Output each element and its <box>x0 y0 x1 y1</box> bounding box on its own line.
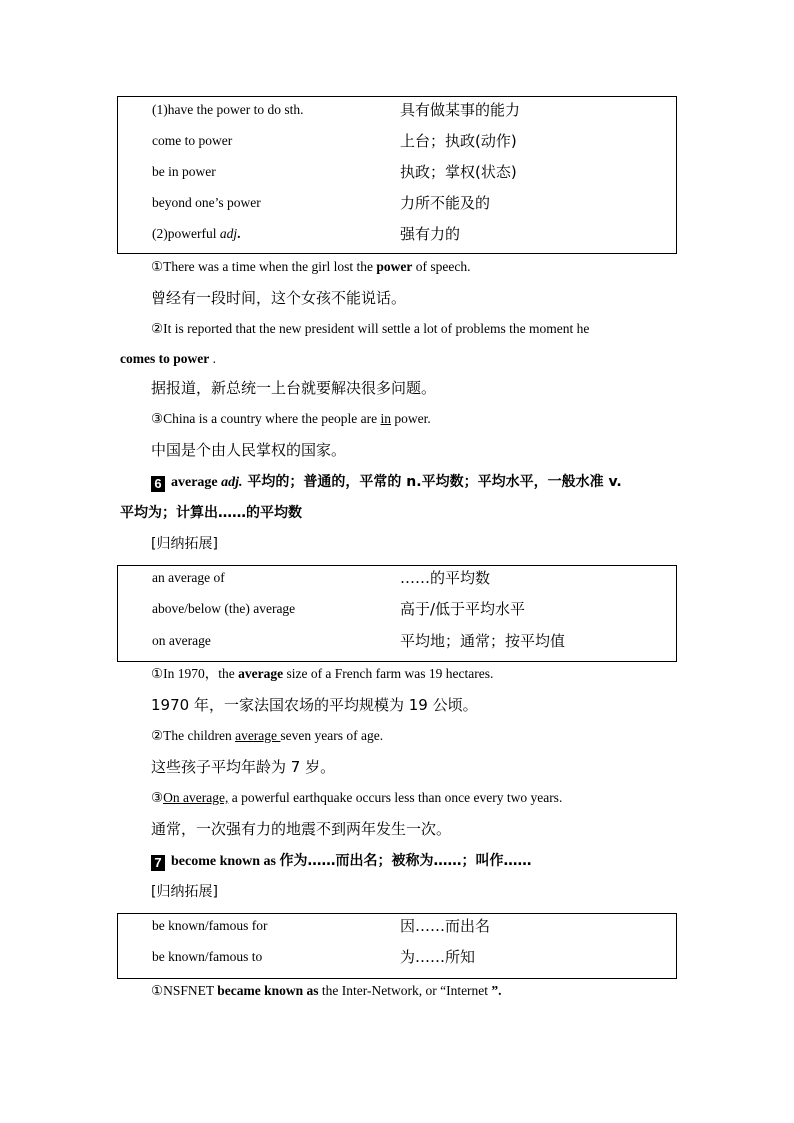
example-text: the Inter-Network, or “Internet <box>318 983 492 998</box>
example-translation: 通常，一次强有力的地震不到两年发生一次。 <box>151 820 452 838</box>
example-translation: 1970 年，一家法国农场的平均规模为 19 公顷。 <box>151 696 478 714</box>
phrase-en-post: . <box>237 226 241 241</box>
section-heading-become-known <box>151 850 532 873</box>
phrase-zh: 执政；掌权(状态) <box>400 163 517 181</box>
underlined-keyword: average <box>235 728 281 743</box>
phrase-en: beyond one’s power <box>152 195 261 210</box>
phrase-zh: 具有做某事的能力 <box>400 101 521 119</box>
phrase-zh: 高于/低于平均水平 <box>400 600 526 618</box>
phrase-en: (1)have the power to do sth. <box>152 102 304 117</box>
expansion-tag: [归纳拓展] <box>151 884 218 900</box>
table-row <box>152 223 676 254</box>
keyword: power <box>376 259 413 274</box>
example-text: ③China is a country where the people are <box>151 411 381 426</box>
headword: average <box>171 475 222 490</box>
phrase-en: above/below (the) average <box>152 601 296 616</box>
table-row <box>152 598 676 629</box>
phrase-zh: ……的平均数 <box>400 569 491 587</box>
average-phrases-table <box>117 565 677 662</box>
example-translation: 曾经有一段时间，这个女孩不能说话。 <box>151 289 407 307</box>
definition: 平均的；普通的，平常的 n.平均数；平均水平，一般水准 v. <box>242 474 622 490</box>
table-row <box>152 630 676 661</box>
phrase-zh: 强有力的 <box>400 225 461 243</box>
example-sentence <box>151 256 471 278</box>
example-text: ①There was a time when the girl lost the <box>151 259 377 274</box>
example-sentence: ②It is reported that the new president will settle a lot of problems the moment he <box>151 321 590 336</box>
example-text: ①NSFNET <box>151 983 218 998</box>
phrase-zh: 为……所知 <box>400 948 476 966</box>
table-row <box>152 130 676 161</box>
example-text: a powerful earthquake occurs less than once every two years. <box>228 790 563 805</box>
headword: become known as <box>171 854 280 869</box>
table-row <box>152 946 676 977</box>
table-row <box>152 99 676 130</box>
phrase-zh: 上台；执政(动作) <box>400 132 517 150</box>
table-row <box>152 915 676 946</box>
phrase-zh: 平均地；通常；按平均值 <box>400 632 566 650</box>
section-number-badge: 7 <box>151 855 165 871</box>
example-translation: 据报道，新总统一上台就要解决很多问题。 <box>151 379 437 397</box>
definition: 作为……而出名；被称为……；叫作…… <box>279 853 532 869</box>
table-row <box>152 567 676 598</box>
phrase-en-pre: (2)powerful <box>152 226 220 241</box>
example-sentence <box>151 980 502 1002</box>
phrase-en: on average <box>152 633 211 648</box>
phrase-zh: 因……而出名 <box>400 917 491 935</box>
definition: 平均为；计算出……的平均数 <box>120 505 302 521</box>
example-text: of speech. <box>412 259 471 274</box>
section-heading-average <box>151 471 622 494</box>
example-translation: 这些孩子平均年龄为 7 岁。 <box>151 758 336 776</box>
phrase-en <box>152 223 241 245</box>
example-number: ③ <box>151 790 164 805</box>
table-row <box>152 192 676 223</box>
keyword: comes to power <box>120 351 210 366</box>
example-sentence <box>151 725 383 747</box>
example-text: . <box>209 351 216 366</box>
example-text: ②The children <box>151 728 236 743</box>
example-text: ①In 1970，the <box>151 666 239 681</box>
phrase-en: be in power <box>152 164 216 179</box>
phrase-en: come to power <box>152 133 233 148</box>
example-sentence-continued <box>120 348 216 370</box>
example-sentence <box>151 787 562 809</box>
underlined-keyword: On average, <box>163 790 229 805</box>
phrase-en-italic: adj <box>219 226 238 241</box>
phrase-zh: 力所不能及的 <box>400 194 491 212</box>
known-phrases-table <box>117 913 677 979</box>
phrase-en: be known/famous to <box>152 949 263 964</box>
part-of-speech: adj. <box>221 475 243 490</box>
section-number-badge: 6 <box>151 476 165 492</box>
section-heading-continued <box>120 502 302 525</box>
example-text: seven years of age. <box>280 728 384 743</box>
example-sentence <box>151 663 493 685</box>
example-sentence <box>151 408 431 430</box>
example-text: ”. <box>491 983 502 998</box>
phrase-en: be known/famous for <box>152 918 268 933</box>
phrase-en: an average of <box>152 570 225 585</box>
keyword: became known as <box>217 983 319 998</box>
underlined-keyword: in <box>380 411 392 426</box>
example-text: power. <box>391 411 431 426</box>
table-row <box>152 161 676 192</box>
power-phrases-table <box>117 96 677 254</box>
keyword: average <box>238 666 284 681</box>
expansion-tag: [归纳拓展] <box>151 536 218 552</box>
example-text: size of a French farm was 19 hectares. <box>283 666 494 681</box>
example-translation: 中国是个由人民掌权的国家。 <box>151 441 347 459</box>
